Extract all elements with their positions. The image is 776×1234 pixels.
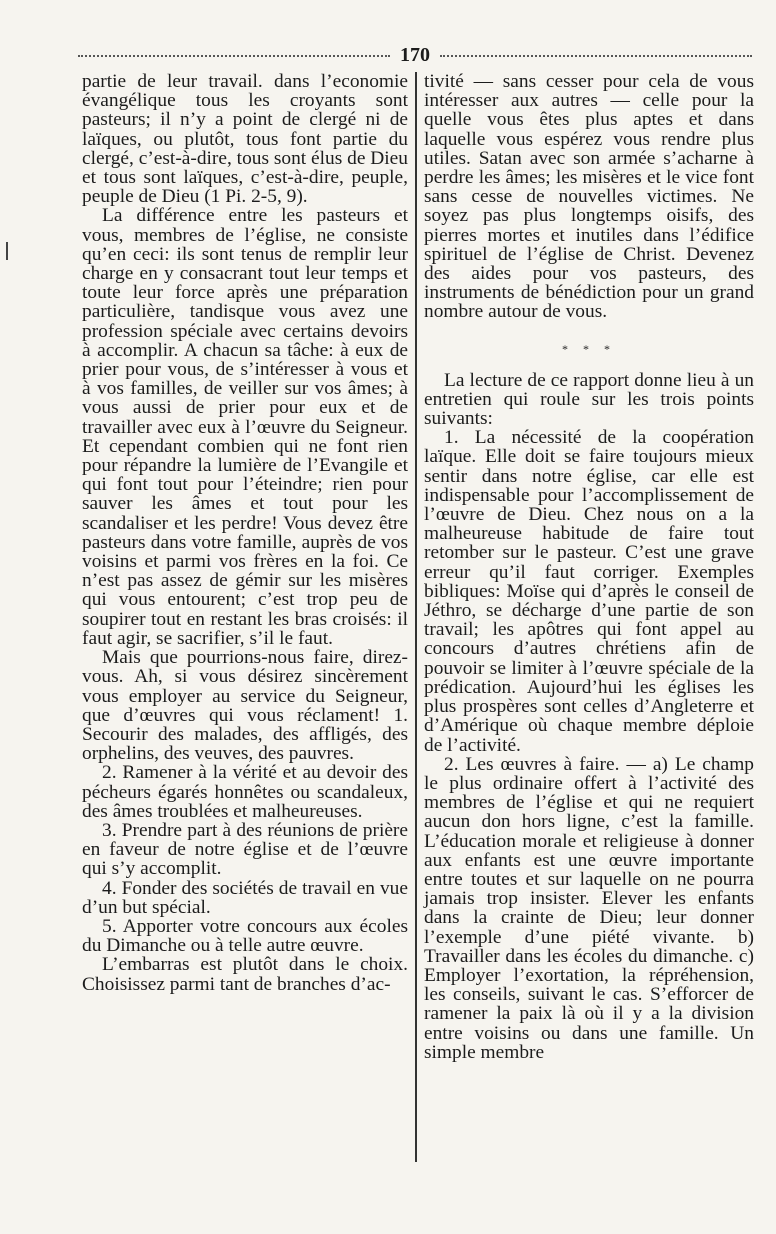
section-separator: * * * [562,341,616,356]
left-column [82,72,408,994]
page-header [78,44,752,66]
header-rule-left [78,55,390,57]
list-item: 5. Apporter votre concours aux écoles du Dimanche ou à telle autre œuvre. [82,915,408,957]
list-item: 2. Ramener à la vérité et au devoir des pécheurs égarés honnêtes ou scandaleux, des âmes troublées et malheureuses. [82,762,408,822]
paragraph: 2. Les œuvres à faire. — a) Le champ le plus ordinaire offert à l’activité des membres de l’église et qui ne requiert aucun don hors ligne, c’est la famille. L’éducation morale et religieuse à donner aux enfants est une œuvre importante entre toutes et sur laquelle on ne pourra jamais trop insister. Elever les enfants dans la crainte de Dieu; leur donner l’exemple d’une piété vivante. b) Travailler dans les écoles du dimanche. c) Employer l’exortation, la répréhension, les conseils, suivant le cas. S’efforcer de ramener la paix là où il y a la division entre voisins ou dans une famille. Un simple membre [424,753,754,1063]
right-column [424,72,754,1062]
column-divider [415,72,417,1162]
paragraph: La différence entre les pasteurs et vous, membres de l’église, ne consiste qu’en ceci: ils sont tenus de remplir leur charge en y consacrant tout leur temps et toute leur force après une préparation particulière, tandisque vous avez une profession spéciale avec certains devoirs à accomplir. A chacun sa tâche: à eux de prier pour vous, de s’intéresser à vous et à vos familles, de veiller sur vos âmes; à vous aussi de prier pour eux et de travailler avec eux à l’œuvre du Seigneur. Et cependant combien qui ne font rien pour répandre la lumière de l’Evangile et qui font tout pour l’éteindre; rien pour sauver les âmes et tout pour les scandaliser et les perdre! Vous devez être pasteurs dans votre famille, auprès de vos voisins et parmi vos frères en la foi. Ce n’est pas assez de gémir sur les misères qui vous entourent; c’est trop peu de soupirer tout en restant les bras croisés: il faut agir, se sacrifier, s’il le faut. [82,205,408,649]
margin-mark [6,242,8,260]
header-rule-right [440,55,752,57]
page-number: 170 [400,44,430,66]
list-item: 4. Fonder des sociétés de travail en vue d’un but spécial. [82,877,408,918]
paragraph: tivité — sans cesser pour cela de vous intéresser aux autres — celle pour la quelle vous êtes plus aptes et dans laquelle vous espérez vous rendre plus utiles. Satan avec son armée s’acharne à perdre les âmes; les misères et le vice font sans cesse de nouvelles victimes. Ne soyez pas plus longtemps oisifs, des pierres mortes et inutiles dans l’édifice spirituel de l’église de Christ. Devenez des aides pour vos pasteurs, des instruments de bénédiction pour un grand nombre autour de vous. [424,71,754,323]
paragraph: L’embarras est plutôt dans le choix. Choisissez parmi tant de branches d’ac- [82,954,408,995]
paragraph: Mais que pourrions-nous faire, direz-vous. Ah, si vous désirez sincèrement vous employer au service du Seigneur, que d’œuvres qui vous réclament! 1. Secourir des malades, des affligés, des orphelins, des veuves, des pauvres. [82,647,408,765]
paragraph: La lecture de ce rapport donne lieu à un entretien qui roule sur les trois points suivants: [424,369,754,430]
paragraph: partie de leur travail. dans l’economie évangélique tous les croyants sont pasteurs; il n’y a point de clergé ni de laïques, ou plutôt, tous font partie du clergé, c’est-à-dire, tous sont élus de Dieu et tous sont laïques, c’est-à-dire, peuple, peuple de Dieu (1 Pi. 2-5, 9). [82,71,408,208]
paragraph: 1. La nécessité de la coopération laïque. Elle doit se faire toujours mieux sentir dans notre église, car elle est indispensable pour l’accomplissement de l’œuvre de Dieu. Chez nous on a la malheureuse habitude de faire tout retomber sur le pasteur. C’est une grave erreur qu’il faut corriger. Exemples bibliques: Moïse qui d’après le conseil de Jéthro, se décharge d’une partie de son travail; les apôtres qui font appel au concours d’autres chrétiens afin de pouvoir se limiter à l’œuvre spéciale de la prédication. Aujourd’hui les églises les plus prospères sont celles d’Angleterre et d’Amérique où chaque membre déploie de l’activité. [424,427,754,756]
list-item: 3. Prendre part à des réunions de prière en faveur de notre église et de l’œuvre qui s’y accomplit. [82,819,408,880]
